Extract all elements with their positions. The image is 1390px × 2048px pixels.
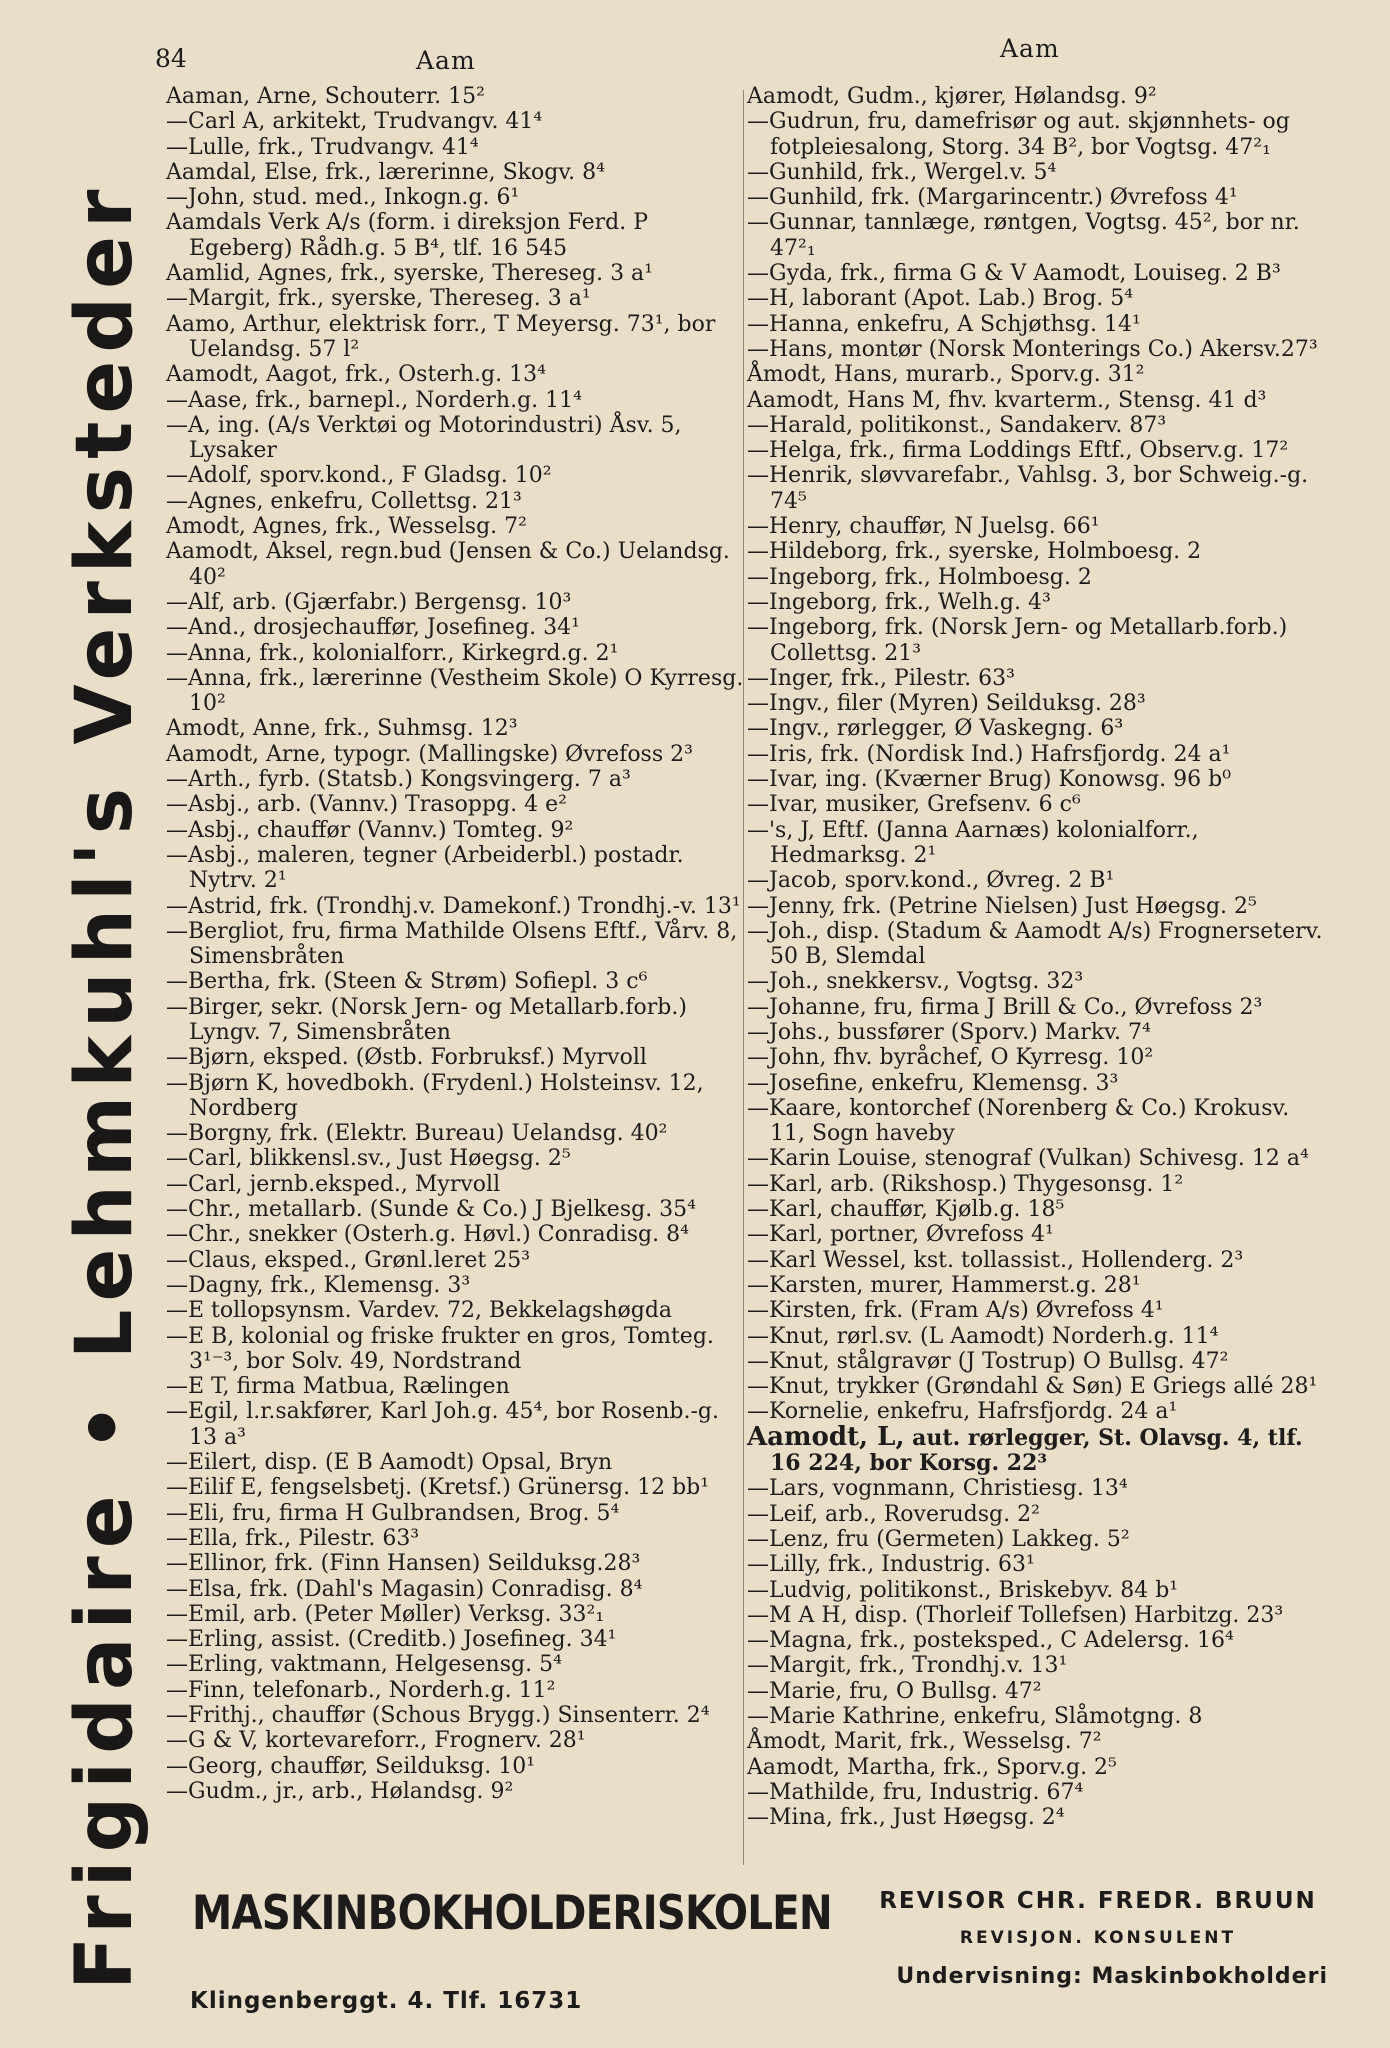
directory-entry: —Johanne, fru, firma J Brill & Co., Øvrefoss 2³ [747,994,1263,1020]
ad-revisor [868,1888,1328,1989]
directory-entry: —Anna, frk., kolonialforr., Kirkegrd.g. 2¹ [166,640,619,666]
directory-entry: Aamdals Verk A/s (form. i direksjon Ferd. P Egeberg) Rådh.g. 5 B⁴, tlf. 16 545 [166,210,649,261]
directory-entry: —E tollopsynsm. Vardev. 72, Bekkelagshøgda [166,1298,673,1324]
ad-school-title: MASKINBOKHOLDERISKOLEN [192,1886,832,1941]
directory-entry: —Joh., disp. (Stadum & Aamodt A/s) Frognerseterv. 50 B, Slemdal [747,918,1323,970]
running-head-right: Aam [1000,34,1060,63]
directory-entry: —Frithj., chauffør (Schous Brygg.) Sinsenterr. 2⁴ [166,1703,710,1728]
directory-entry: —Bergliot, fru, firma Mathilde Olsens Eftf., Vårv. 8, Simensbråten [166,918,738,970]
directory-entry: Aamodt, Aksel, regn.bud (Jensen & Co.) Uelandsg. 40² [166,539,730,590]
directory-entry: —Gunhild, frk. (Margarincentr.) Øvrefoss 4¹ [747,185,1238,211]
ad-school-address: Klingenberggt. 4. Tlf. 16731 [190,1988,583,2014]
directory-entry: —Carl, jernb.eksped., Myrvoll [166,1171,501,1197]
directory-entry: —Ingeborg, frk., Welh.g. 4³ [747,589,1051,615]
directory-entry: Aamodt, Arne, typogr. (Mallingske) Øvrefoss 2³ [166,741,693,767]
directory-entry: —Astrid, frk. (Trondhj.v. Damekonf.) Trondhj.-v. 13¹ [166,893,741,919]
directory-entry: —Knut, trykker (Grøndahl & Søn) E Griegs allé 28¹ [747,1374,1318,1400]
directory-entry: —Karin Louise, stenograf (Vulkan) Schivesg. 12 a⁴ [747,1146,1309,1172]
directory-entry: Aaman, Arne, Schouterr. 15² [166,84,485,109]
directory-entry: —G & V, kortevareforr., Frognerv. 28¹ [166,1728,586,1754]
directory-entry: —Eilif E, fengselsbetj. (Kretsf.) Grünersg. 12 bb¹ [166,1475,710,1501]
column-divider [743,90,744,1865]
directory-entry: —Chr., snekker (Osterh.g. Høvl.) Conradisg. 8⁴ [166,1222,689,1248]
directory-entry: —Ingv., filer (Myren) Seilduksg. 28³ [747,691,1146,717]
side-advertisement: Frigidaire • Lehmkuhl's Verksteder [60,181,150,1990]
ad-revisor-name: REVISOR CHR. FREDR. BRUUN [879,1888,1317,1914]
directory-entry: —Georg, chauffør, Seilduksg. 10¹ [166,1753,536,1779]
directory-entry: —Ingeborg, frk., Holmboesg. 2 [747,564,1092,590]
directory-entry: —Kirsten, frk. (Fram A/s) Øvrefoss 4¹ [747,1298,1164,1324]
directory-entry: —Margit, frk., Trondhj.v. 13¹ [747,1653,1068,1679]
directory-entry: —Agnes, enkefru, Collettsg. 21³ [166,488,522,514]
directory-entry: Amodt, Anne, frk., Suhmsg. 12³ [166,716,518,742]
directory-entry: —Helga, frk., firma Loddings Eftf., Observ.g. 17² [747,438,1289,464]
directory-entry: Åmodt, Hans, murarb., Sporv.g. 31² [747,362,1145,388]
directory-entry: —Erling, assist. (Creditb.) Josefineg. 34¹ [166,1627,617,1653]
directory-entry: —Carl A, arkitekt, Trudvangv. 41⁴ [166,109,543,135]
directory-entry: —Anna, frk., lærerinne (Vestheim Skole) O Kyrresg. 10² [166,665,744,717]
directory-entry: —Margit, frk., syerske, Thereseg. 3 a¹ [166,286,591,312]
directory-entry: —Egil, l.r.sakfører, Karl Joh.g. 45⁴, bor Rosenb.-g. 13 a³ [166,1399,719,1450]
directory-entry: —Arth., fyrb. (Statsb.) Kongsvingerg. 7 a³ [166,767,631,793]
directory-entry: —Knut, rørl.sv. (L Aamodt) Norderh.g. 11⁴ [747,1323,1219,1349]
directory-entry: —Mathilde, fru, Industrig. 67⁴ [747,1779,1084,1805]
directory-entry: —Carl, blikkensl.sv., Just Høegsg. 2⁵ [166,1146,571,1172]
directory-entry: —And., drosjechauffør, Josefineg. 34¹ [166,615,580,641]
directory-entry: —Ivar, musiker, Grefsenv. 6 c⁶ [747,792,1081,818]
directory-entry: —Henry, chauffør, N Juelsg. 66¹ [747,514,1100,540]
directory-entry: —Bjørn K, hovedbokh. (Frydenl.) Holsteinsv. 12, Nordberg [166,1070,704,1121]
directory-entry: —Karl, portner, Øvrefoss 4¹ [747,1222,1054,1248]
directory-entry: —Iris, frk. (Nordisk Ind.) Hafrsfjordg. 24 a¹ [747,741,1231,767]
directory-entry: —Johs., bussfører (Sporv.) Markv. 7⁴ [747,1019,1151,1045]
directory-entry: —E T, firma Matbua, Rælingen [166,1374,510,1400]
directory-entry: —Gyda, frk., firma G & V Aamodt, Louiseg. 2 B³ [747,261,1281,287]
directory-entry: —Karl Wessel, kst. tollassist., Hollenderg. 2³ [747,1247,1244,1273]
directory-entry: Aamodt, Hans M, fhv. kvarterm., Stensg. 41 d³ [747,387,1267,413]
directory-entry [747,1421,1325,1477]
running-head-left: Aam [416,46,476,75]
directory-entry: —Asbj., arb. (Vannv.) Trasoppg. 4 e² [166,792,567,818]
directory-entry: —John, stud. med., Inkogn.g. 6¹ [166,185,520,211]
directory-entry: —John, fhv. byråchef, O Kyrresg. 10² [747,1045,1154,1071]
directory-entry: —Alf, arb. (Gjærfabr.) Bergensg. 10³ [166,589,572,615]
entry-lead: Aamodt, L, [747,1421,905,1452]
column-left [166,84,750,1804]
directory-entry: —Inger, frk., Pilestr. 63³ [747,665,1015,691]
directory-entry: —Lenz, fru (Germeten) Lakkeg. 5² [747,1526,1130,1552]
directory-entry: —Knut, stålgravør (J Tostrup) O Bullsg. 47² [747,1348,1229,1374]
directory-entry: —Marie Kathrine, enkefru, Slåmotgng. 8 [747,1704,1203,1729]
directory-entry: —Ellinor, frk. (Finn Hansen) Seilduksg.28³ [166,1551,641,1577]
directory-entry: —Ingeborg, frk. (Norsk Jern- og Metallarb.forb.) Collettsg. 21³ [747,615,1288,666]
directory-entry: —M A H, disp. (Thorleif Tollefsen) Harbitzg. 23³ [747,1602,1284,1628]
directory-entry: —Gunnar, tannlæge, røntgen, Vogtsg. 45², bor nr. 47²₁ [747,210,1300,261]
directory-entry: —Gunhild, frk., Wergel.v. 5⁴ [747,159,1057,185]
directory-entry: —H, laborant (Apot. Lab.) Brog. 5⁴ [747,286,1134,312]
ad-revisor-services: REVISJON. KONSULENT [959,1928,1237,1948]
directory-entry: —Chr., metallarb. (Sunde & Co.) J Bjelkesg. 35⁴ [166,1197,696,1223]
directory-entry: —E B, kolonial og friske frukter en gros, Tomteg. 3¹⁻³, bor Solv. 49, Nordstrand [166,1323,714,1374]
directory-entry: —Hildeborg, frk., syerske, Holmboesg. 2 [747,539,1202,565]
directory-entry: —Ludvig, politikonst., Briskebyv. 84 b¹ [747,1577,1179,1603]
directory-entry: Aamodt, Aagot, frk., Osterh.g. 13⁴ [166,362,546,388]
directory-entry: —Magna, frk., posteksped., C Adelersg. 16⁴ [747,1628,1234,1654]
directory-entry: —Kornelie, enkefru, Hafrsfjordg. 24 a¹ [747,1399,1178,1425]
directory-entry: —Lulle, frk., Trudvangv. 41⁴ [166,134,479,160]
directory-entry: —Marie, fru, O Bullsg. 47² [747,1678,1042,1704]
directory-entry: —Eilert, disp. (E B Aamodt) Opsal, Bryn [166,1450,613,1476]
directory-entry: —Asbj., chauffør (Vannv.) Tomteg. 9² [166,817,574,843]
directory-entry: —Bertha, frk. (Steen & Strøm) Sofiepl. 3 c⁶ [166,969,648,995]
directory-entry: —'s, J, Eftf. (Janna Aarnæs) kolonialforr., Hedmarksg. 2¹ [747,817,1199,868]
directory-entry: —Adolf, sporv.kond., F Gladsg. 10² [166,463,552,489]
directory-entry: —Kaare, kontorchef (Norenberg & Co.) Krokusv. 11, Sogn haveby [747,1095,1290,1147]
directory-entry: Aamo, Arthur, elektrisk forr., T Meyersg. 73¹, bor Uelandsg. 57 l² [166,311,716,362]
directory-entry: —Aase, frk., barnepl., Norderh.g. 11⁴ [166,387,582,413]
directory-entry: —Finn, telefonarb., Norderh.g. 11² [166,1677,556,1703]
page-number: 84 [155,44,187,73]
directory-entry: —Ingv., rørlegger, Ø Vaskegng. 6³ [747,716,1124,742]
directory-entry: Aamdal, Else, frk., lærerinne, Skogv. 8⁴ [166,159,605,185]
directory-entry: —Lilly, frk., Industrig. 63¹ [747,1552,1035,1578]
directory-entry: —Asbj., maleren, tegner (Arbeiderbl.) postadr. Nytrv. 2¹ [166,842,684,894]
directory-entry: —Eli, fru, firma H Gulbrandsen, Brog. 5⁴ [166,1500,620,1526]
directory-entry: —Jacob, sporv.kond., Øvreg. 2 B¹ [747,868,1115,894]
directory-entry: Aamlid, Agnes, frk., syerske, Thereseg. 3 a¹ [166,261,653,287]
directory-entry: —Borgny, frk. (Elektr. Bureau) Uelandsg. 40² [166,1121,668,1147]
directory-entry: —Gudrun, fru, damefrisør og aut. skjønnhets- og fotpleiesalong, Storg. 34 B², bor Vogtsg. 47²₁ [747,109,1290,160]
directory-entry: —Karl, arb. (Rikshosp.) Thygesonsg. 1² [747,1171,1184,1197]
directory-entry: —Ivar, ing. (Kværner Brug) Konowsg. 96 b⁰ [747,767,1232,793]
ad-revisor-teaching: Undervisning: Maskinbokholderi [896,1964,1328,1989]
directory-entry: —Elsa, frk. (Dahl's Magasin) Conradisg. 8⁴ [166,1576,643,1602]
directory-entry: Aamodt, Martha, frk., Sporv.g. 2⁵ [747,1754,1117,1780]
directory-entry: —Hanna, enkefru, A Schjøthsg. 14¹ [747,311,1141,337]
directory-entry: —Emil, arb. (Peter Møller) Verksg. 33²₁ [166,1601,605,1627]
directory-entry: —Josefine, enkefru, Klemensg. 3³ [747,1070,1119,1096]
directory-entry: —Dagny, frk., Klemensg. 3³ [166,1272,471,1298]
directory-entry: —Mina, frk., Just Høegsg. 2⁴ [747,1805,1065,1831]
directory-entry: —Joh., snekkersv., Vogtsg. 32³ [747,969,1084,995]
column-right [747,84,1325,1830]
directory-entry: Aamodt, Gudm., kjører, Hølandsg. 9² [747,84,1157,109]
directory-entry: —Jenny, frk. (Petrine Nielsen) Just Høegsg. 2⁵ [747,893,1257,919]
directory-entry: —Henrik, sløvvarefabr., Vahlsg. 3, bor Schweig.-g. 74⁵ [747,463,1309,514]
directory-entry: —Birger, sekr. (Norsk Jern- og Metallarb.forb.) Lyngv. 7, Simensbråten [166,994,687,1045]
directory-entry: Åmodt, Marit, frk., Wesselsg. 7² [747,1729,1102,1755]
directory-entry: —Karl, chauffør, Kjølb.g. 18⁵ [747,1197,1065,1223]
directory-entry: —Ella, frk., Pilestr. 63³ [166,1525,420,1551]
directory-entry: —Claus, eksped., Grønl.leret 25³ [166,1247,531,1273]
directory-entry: —Lars, vognmann, Christiesg. 13⁴ [747,1476,1128,1502]
directory-entry: —Gudm., jr., arb., Hølandsg. 9² [166,1778,514,1804]
directory-entry: —Karsten, murer, Hammerst.g. 28¹ [747,1272,1141,1298]
directory-entry: —Bjørn, eksped. (Østb. Forbruksf.) Myrvoll [166,1045,647,1071]
directory-entry: —Erling, vaktmann, Helgesensg. 5⁴ [166,1652,562,1678]
directory-entry: —Hans, montør (Norsk Monterings Co.) Akersv.27³ [747,336,1318,362]
directory-entry: Amodt, Agnes, frk., Wesselsg. 7² [166,514,527,540]
directory-entry: —Leif, arb., Roverudsg. 2² [747,1501,1040,1527]
directory-entry: —Harald, politikonst., Sandakerv. 87³ [747,412,1167,438]
entry-rest: aut. rørlegger, St. Olavsg. 4, tlf. 16 224, bor Korsg. 22³ [770,1424,1303,1477]
directory-entry: —A, ing. (A/s Verktøi og Motorindustri) Åsv. 5, Lysaker [166,412,682,464]
